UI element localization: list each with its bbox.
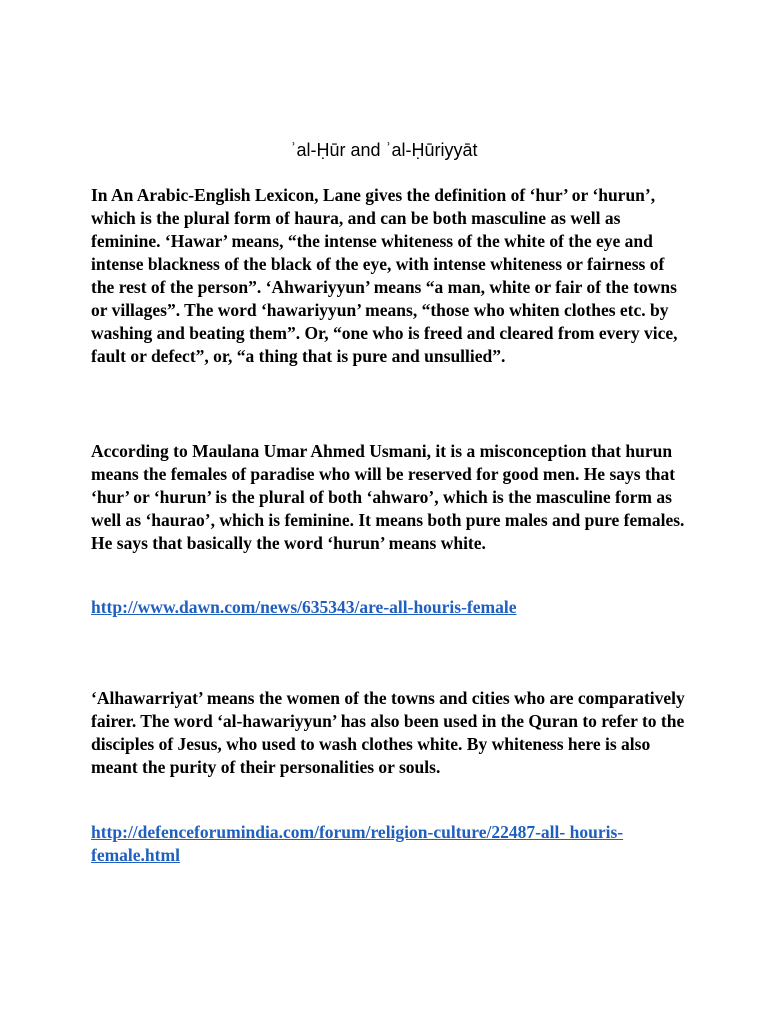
defenceforum-link[interactable]: http://defenceforumindia.com/forum/religion-culture/22487-all- houris-female.html <box>91 822 624 865</box>
document-title: ʾal-Ḥūr and ʾal-Ḥūriyyāt <box>290 140 478 160</box>
dawn-news-link[interactable]: http://www.dawn.com/news/635343/are-all-houris-female <box>91 597 517 617</box>
paragraph-lane-definition: In An Arabic-English Lexicon, Lane gives the definition of ‘hur’ or ‘hurun’, which is the plural form of haura, and can be both masculine as well as feminine. ‘Hawar’ means, “the intense whiteness of the white of the eye and intense blackness of the black of the eye, with intense whiteness or fairness of the rest of the person”. ‘Ahwariyyun’ means “a man, white or fair of the towns or villages”. The word ‘hawariyyun’ means, “those who whiten clothes etc. by washing and beating them”. Or, “one who is freed and cleared from every vice, fault or defect”, or, “a thing that is pure and unsullied”. <box>91 185 678 366</box>
paragraph-alhawarriyat: ‘Alhawarriyat’ means the women of the towns and cities who are comparatively fairer. The word ‘al-hawariyyun’ has also been used in the Quran to refer to the disciples of Jesus, who used to wash clothes white. By whiteness here is also meant the purity of their personalities or souls. <box>91 688 685 777</box>
paragraph-usmani-view: According to Maulana Umar Ahmed Usmani, it is a misconception that hurun means the females of paradise who will be reserved for good men. He says that ‘hur’ or ‘hurun’ is the plural of both ‘ahwaro’, which is the masculine form as well as ‘haurao’, which is feminine. It means both pure males and pure females. He says that basically the word ‘hurun’ means white. <box>91 441 685 553</box>
